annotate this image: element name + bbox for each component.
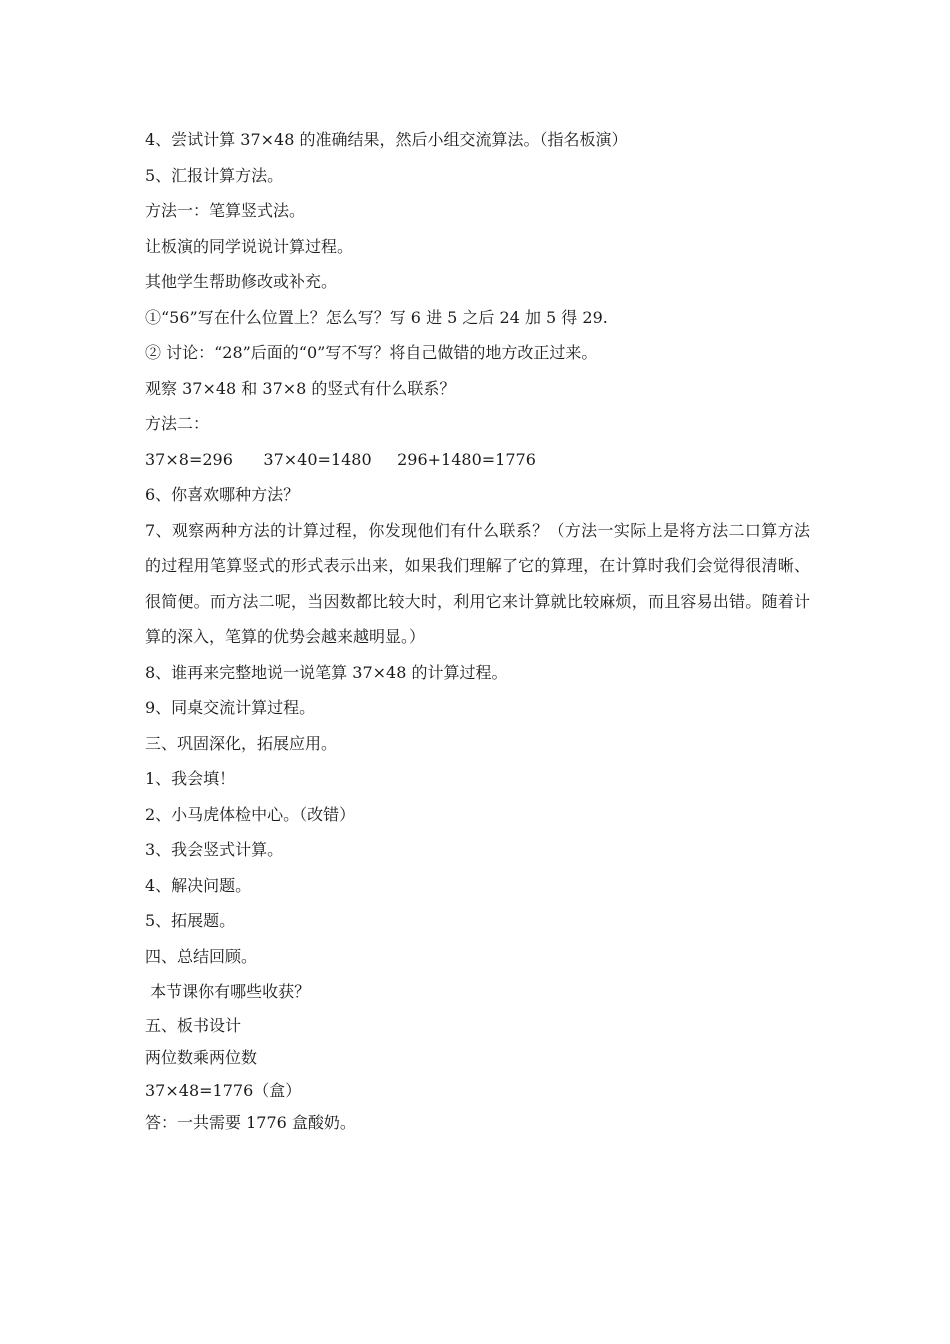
step-5-report-methods: 5、汇报计算方法。	[145, 165, 284, 185]
method-one-heading: 方法一：笔算竖式法。	[145, 201, 306, 220]
board-title: 两位数乘两位数	[145, 1048, 258, 1067]
document-body	[145, 122, 810, 1140]
board-equation: 37×48=1776（盒）	[145, 1080, 302, 1100]
method-one-peer-help: 其他学生帮助修改或补充。	[145, 272, 338, 291]
exercise-3: 3、我会竖式计算。	[145, 840, 284, 859]
summary-question: 本节课你有哪些收获？	[145, 982, 311, 1001]
step-6-preference: 6、你喜欢哪种方法？	[145, 485, 300, 504]
section-five-heading: 五、板书设计	[145, 1015, 242, 1035]
step-7-compare-methods: 7、观察两种方法的计算过程，你发现他们有什么联系？（方法一实际上是将方法二口算方法的过程用笔算竖式的形式表示出来，如果我们理解了它的算理，在计算时我们会觉得很清晰、很简便。而方法二呢，当因数都比较大时，利用它来计算就比较麻烦，而且容易出错。随着计算的深入，笔算的优势会越来越明显。）	[145, 520, 810, 646]
exercise-5: 5、拓展题。	[145, 911, 236, 930]
step-4-try-calculation: 4、尝试计算 37×48 的准确结果，然后小组交流算法。（指名板演）	[145, 130, 628, 149]
step-9-desk-exchange: 9、同桌交流计算过程。	[145, 698, 316, 717]
exercise-1: 1、我会填！	[145, 769, 236, 788]
section-four-heading: 四、总结回顾。	[145, 946, 258, 966]
question-two: ② 讨论：“28”后面的“0”写不写？将自己做错的地方改正过来。	[145, 343, 598, 362]
step-8-retell-process: 8、谁再来完整地说一说笔算 37×48 的计算过程。	[145, 662, 508, 682]
exercise-4: 4、解决问题。	[145, 875, 252, 895]
board-answer: 答：一共需要 1776 盒酸奶。	[145, 1113, 356, 1132]
method-two-heading: 方法二：	[145, 414, 210, 433]
section-three-heading: 三、巩固深化，拓展应用。	[145, 733, 338, 753]
observe-vertical-forms: 观察 37×48 和 37×8 的竖式有什么联系？	[145, 378, 456, 398]
method-two-equations: 37×8=296 37×40=1480 296+1480=1776	[145, 449, 536, 469]
exercise-2: 2、小马虎体检中心。（改错）	[145, 804, 356, 824]
question-one: ①“56”写在什么位置上？怎么写？写 6 进 5 之后 24 加 5 得 29.	[145, 307, 608, 327]
method-one-board-demo: 让板演的同学说说计算过程。	[145, 236, 354, 256]
